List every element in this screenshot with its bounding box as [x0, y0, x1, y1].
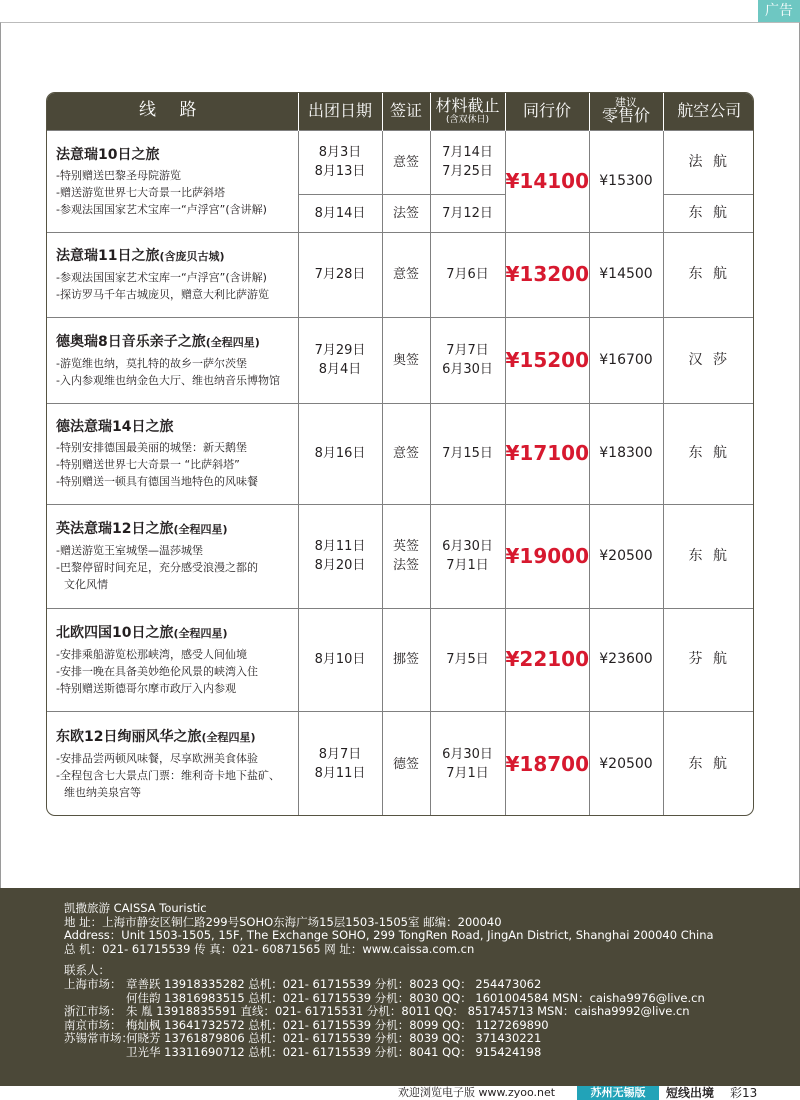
route-cell [47, 403, 298, 504]
header-visa: 签证 [382, 93, 430, 130]
route-line: 文化风情 [64, 578, 108, 591]
airline-cell: 法 航 [663, 130, 754, 194]
retail-price: ¥20500 [589, 711, 663, 816]
trade-price: ¥14100 [505, 130, 589, 232]
route-title-note: (全程四星) [173, 626, 228, 640]
retail-price: ¥23600 [589, 608, 663, 711]
deadline-cell: 7月6日 [430, 232, 505, 317]
visa-cell: 意签 [382, 130, 430, 194]
header-departure: 出团日期 [298, 93, 382, 130]
route-line: -特别赠送斯德哥尔摩市政厅入内参观 [56, 681, 236, 695]
visa-cell: 德签 [382, 711, 430, 816]
header-airline: 航空公司 [663, 93, 754, 130]
route-cell [47, 504, 298, 608]
page-number: 彩13 [730, 1086, 758, 1100]
deadline-cell: 6月30日 7月1日 [430, 504, 505, 608]
deadline-cell: 7月12日 [430, 194, 505, 232]
route-line: -特别赠送巴黎圣母院游览 [56, 168, 181, 182]
trade-price: ¥19000 [505, 504, 589, 608]
table-header [47, 93, 754, 130]
contact-row: 上海市场： 章善跃 13918335282 总机：021- 61715539 分机：8023 QQ： 254473062 [64, 976, 542, 991]
table-row [47, 504, 754, 608]
route-title: 法意瑞11日之旅(含庞贝古城) [56, 248, 225, 264]
retail-price: ¥15300 [589, 130, 663, 232]
visa-cell: 意签 [382, 403, 430, 504]
route-line: -安排乘船游览松那峡湾，感受人间仙境 [56, 647, 247, 661]
retail-price: ¥20500 [589, 504, 663, 608]
airline-cell: 东 航 [663, 711, 754, 816]
route-title: 德奥瑞8日音乐亲子之旅(全程四星) [56, 333, 260, 350]
deadline-cell: 7月5日 [430, 608, 505, 711]
departure-dates: 7月29日 8月4日 [298, 317, 382, 403]
route-line: -参观法国国家艺术宝库一“卢浮宫”(含讲解) [56, 202, 267, 216]
trade-price: ¥18700 [505, 711, 589, 816]
edition-badge: 苏州无锡版 [577, 1086, 659, 1100]
route-line: -特别赠送世界七大奇景一 “比萨斜塔” [56, 458, 240, 471]
table-row [47, 317, 754, 403]
departure-dates: 8月3日 8月13日 [298, 130, 382, 194]
route-line: -赠送游览王室城堡—温莎城堡 [56, 544, 203, 557]
route-title: 英法意瑞12日之旅(全程四星) [56, 521, 228, 537]
route-cell [47, 608, 298, 711]
route-cell [47, 317, 298, 403]
route-title: 东欧12日绚丽风华之旅(全程四星) [56, 729, 256, 746]
departure-dates: 8月14日 [298, 194, 382, 232]
contact-row: 苏锡常市场：何晓芳 13761879806 总机：021- 61715539 分机：8039 QQ： 371430221 [64, 1031, 542, 1046]
retail-price: ¥14500 [589, 232, 663, 317]
route-line: -入内参观维也纳金色大厅、维也纳音乐博物馆 [56, 373, 280, 387]
header-trade-price: 同行价 [505, 93, 589, 130]
route-line: 维也纳美泉宫等 [64, 786, 141, 800]
tour-table [46, 92, 754, 816]
route-line: -安排品尝两顿风味餐，尽享欧洲美食体验 [56, 752, 258, 766]
header-retail-bottom: 零售价 [601, 106, 650, 126]
header-deadline [430, 93, 505, 130]
section-title: 短线出境 [666, 1086, 715, 1100]
airline-cell: 芬 航 [663, 608, 754, 711]
route-line: -游览维也纳，莫扎特的故乡一萨尔茨堡 [56, 356, 247, 370]
departure-dates: 8月11日 8月20日 [298, 504, 382, 608]
route-cell [47, 130, 298, 232]
ad-tag: 广告 [758, 0, 800, 22]
visa-cell: 法签 [382, 194, 430, 232]
trade-price: ¥15200 [505, 317, 589, 403]
header-deadline-label: 材料截止 [435, 95, 500, 115]
route-title: 德法意瑞14日之旅 [56, 419, 174, 435]
airline-cell: 东 航 [663, 504, 754, 608]
visa-cell: 意签 [382, 232, 430, 317]
visa-cell: 挪签 [382, 608, 430, 711]
visa-cell: 奥签 [382, 317, 430, 403]
contact-row: 浙江市场： 朱 胤 13918835591 直线：021- 61715531 分机：8011 QQ： 851745713 MSN：caisha9992@live.cn [64, 1004, 690, 1019]
retail-price: ¥16700 [589, 317, 663, 403]
route-cell [47, 711, 298, 816]
airline-cell: 东 航 [663, 232, 754, 317]
header-route: 线 路 [47, 93, 298, 130]
table-row [47, 232, 754, 317]
contact-footer [0, 888, 800, 1086]
departure-dates: 8月7日 8月11日 [298, 711, 382, 816]
deadline-cell: 6月30日 7月1日 [430, 711, 505, 816]
phone-line: 总 机：021- 61715539 传 真：021- 60871565 网 址：www.caissa.com.cn [64, 941, 475, 956]
retail-price: ¥18300 [589, 403, 663, 504]
visa-cell: 英签 法签 [382, 504, 430, 608]
address-cn: 地 址：上海市静安区铜仁路299号SOHO东海广场15层1503-1505室 邮编：200040 [64, 914, 502, 929]
header-deadline-note: (含双休日) [445, 114, 490, 125]
contact-row: 何佳韵 13816983515 总机：021- 61715539 分机：8030 QQ： 1601004584 MSN：caisha9976@live.cn [126, 990, 705, 1005]
contacts-label: 联系人： [64, 963, 110, 978]
trade-price: ¥17100 [505, 403, 589, 504]
bottom-bar [0, 1086, 800, 1100]
website-link[interactable]: 欢迎浏览电子版 www.zyoo.net [398, 1086, 556, 1099]
table-row [47, 130, 754, 194]
header-retail-top: 建议 [615, 96, 637, 110]
trade-price: ¥22100 [505, 608, 589, 711]
route-title: 北欧四国10日之旅(全程四星) [56, 624, 228, 641]
deadline-cell: 7月14日 7月25日 [430, 130, 505, 194]
departure-dates: 8月16日 [298, 403, 382, 504]
company-name: 凯撒旅游 CAISSA Touristic [64, 901, 207, 915]
deadline-cell: 7月15日 [430, 403, 505, 504]
route-line: -全程包含七大景点门票：维利奇卡地下盐矿、 [56, 769, 280, 783]
route-line: -特别赠送一顿具有德国当地特色的风味餐 [56, 475, 258, 488]
route-title-note: (全程四星) [205, 335, 260, 349]
route-line: -参观法国国家艺术宝库一“卢浮宫”(含讲解) [56, 271, 267, 284]
table-row [47, 403, 754, 504]
deadline-cell: 7月7日 6月30日 [430, 317, 505, 403]
route-line: -赠送游览世界七大奇景一比萨斜塔 [56, 185, 225, 199]
table-row [47, 711, 754, 816]
route-line: -特别安排德国最美丽的城堡：新天鹅堡 [56, 441, 247, 454]
route-line: -探访罗马千年古城庞贝，赠意大利比萨游览 [56, 288, 269, 301]
departure-dates: 8月10日 [298, 608, 382, 711]
route-title-note: (全程四星) [201, 731, 256, 745]
route-cell [47, 232, 298, 317]
airline-cell: 东 航 [663, 194, 754, 232]
header-retail [589, 93, 663, 130]
route-line: -安排一晚在具备美妙绝伦风景的峡湾入住 [56, 664, 258, 678]
trade-price: ¥13200 [505, 232, 589, 317]
route-line: -巴黎停留时间充足，充分感受浪漫之都的 [56, 561, 258, 574]
contact-row: 南京市场： 梅灿枫 13641732572 总机：021- 61715539 分机：8099 QQ： 1127269890 [64, 1017, 549, 1032]
departure-dates: 7月28日 [298, 232, 382, 317]
airline-cell: 汉 莎 [663, 317, 754, 403]
route-title: 法意瑞10日之旅 [56, 146, 160, 163]
airline-cell: 东 航 [663, 403, 754, 504]
contact-row: 卫光华 13311690712 总机：021- 61715539 分机：8041 QQ： 915424198 [126, 1044, 542, 1059]
table-row [47, 608, 754, 711]
route-title-note: (全程四星) [173, 523, 228, 536]
route-title-note: (含庞贝古城) [159, 250, 225, 263]
address-en: Address：Unit 1503-1505, 15F, The Exchange SOHO, 299 TongRen Road, JingAn District, Shanghai 200040 China [64, 928, 714, 943]
